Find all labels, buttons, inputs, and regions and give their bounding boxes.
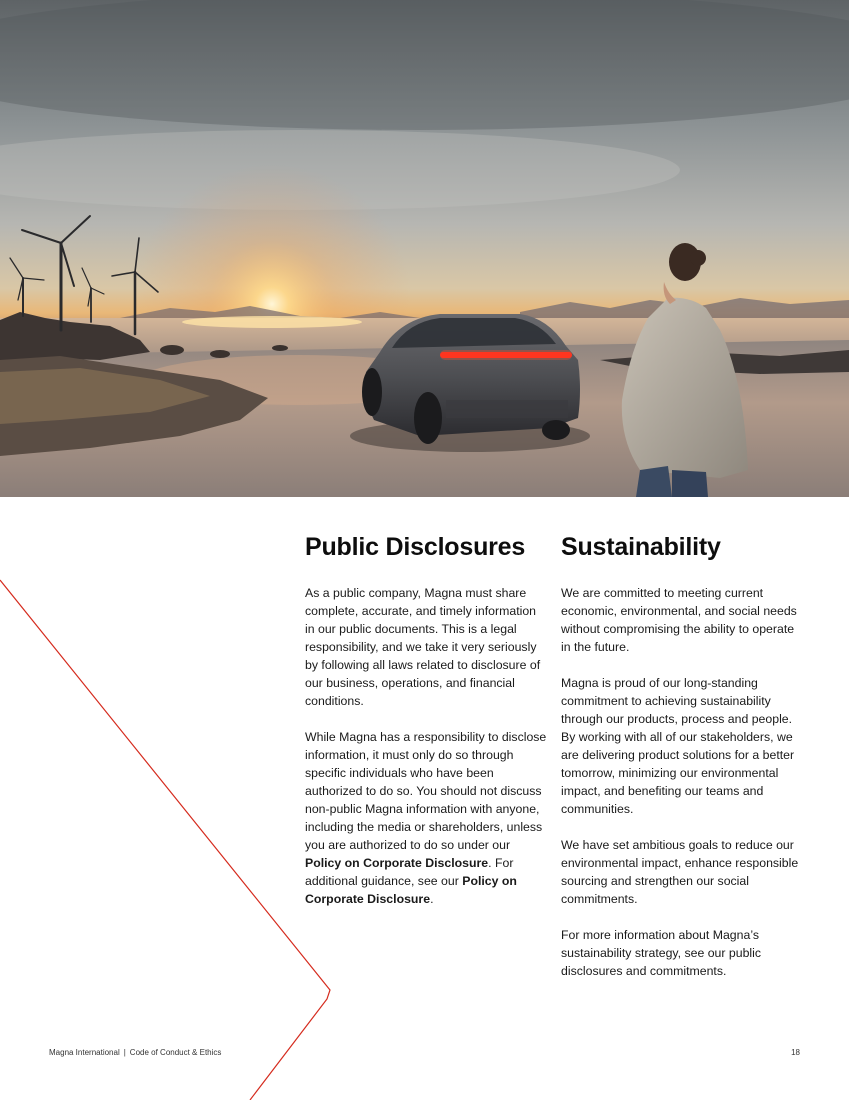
footer-document-info [49, 1048, 221, 1057]
decorative-accent-line [0, 497, 340, 1100]
footer-separator: | [123, 1048, 126, 1057]
policy-corporate-disclosure-link[interactable]: Policy on Corporate Disclosure [305, 874, 517, 906]
public-disclosures-section [305, 533, 547, 926]
paragraph-text: . For additional guidance, see our [305, 856, 514, 888]
page-number: 18 [791, 1048, 800, 1057]
sustainability-paragraph-2: Magna is proud of our long-standing commitment to achieving sustainability through our products, process and people. By working with all of our stakeholders, we are delivering product solutions for a better tomorrow, minimizing our environmental impact, and benefiting our teams and communities. [561, 676, 795, 816]
paragraph-text: . [430, 892, 434, 906]
policy-corporate-disclosure-link[interactable]: Policy on Corporate Disclosure [305, 856, 489, 870]
sustainability-paragraph-3: We have set ambitious goals to reduce our environmental impact, enhance responsible sourcing and strengthen our social commitments. [561, 838, 799, 906]
public-disclosures-heading: Public Disclosures [305, 533, 526, 561]
paragraph-text: While Magna has a responsibility to disclose information, it must only do so through specific individuals who have been authorized to do so. You should not discuss non-public Magna information with anyone, including the media or shareholders, unless you are authorized to do so under our [305, 730, 547, 852]
footer-document-title: Code of Conduct & Ethics [129, 1048, 222, 1057]
public-disclosures-paragraph-2 [305, 728, 547, 908]
public-disclosures-paragraph-1: As a public company, Magna must share complete, accurate, and timely information in our public documents. This is a legal responsibility, and we take it very seriously by following all laws related to disclosure of our business, operations, and financial conditions. [305, 586, 541, 708]
sustainability-paragraph-4: For more information about Magna’s sustainability strategy, see our public disclosures and commitments. [561, 928, 762, 978]
sustainability-heading: Sustainability [561, 533, 721, 561]
hero-image [0, 0, 849, 497]
footer-company: Magna International [49, 1048, 120, 1057]
sustainability-section [561, 533, 801, 998]
sustainability-paragraph-1: We are committed to meeting current economic, environmental, and social needs without compromising the ability to operate in the future. [561, 586, 797, 654]
